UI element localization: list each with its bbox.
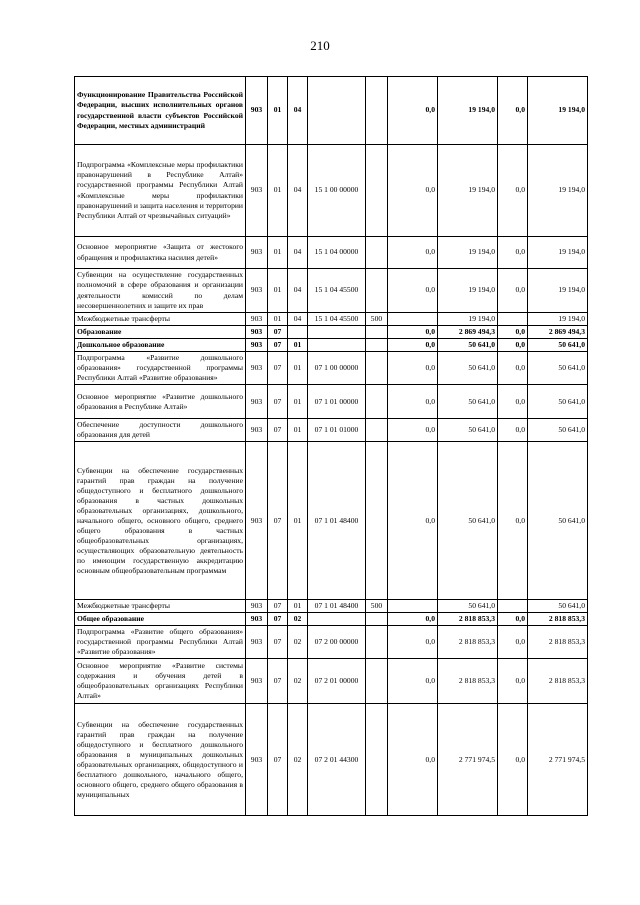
amount-4: 50 641,0 <box>528 352 588 385</box>
amount-4: 19 194,0 <box>528 77 588 145</box>
subsection-code: 04 <box>288 269 308 313</box>
section-code: 07 <box>268 613 288 626</box>
amount-2: 50 641,0 <box>438 385 498 419</box>
subsection-code: 01 <box>288 442 308 600</box>
amount-4: 2 818 853,3 <box>528 626 588 659</box>
amount-2: 19 194,0 <box>438 77 498 145</box>
amount-4: 19 194,0 <box>528 313 588 326</box>
amount-2: 19 194,0 <box>438 269 498 313</box>
expense-type-code <box>366 145 388 237</box>
amount-3: 0,0 <box>498 385 528 419</box>
target-article-code: 07 1 01 48400 <box>308 442 366 600</box>
subsection-code: 01 <box>288 339 308 352</box>
expense-type-code <box>366 77 388 145</box>
amount-1: 0,0 <box>388 237 438 269</box>
table-row <box>75 145 588 237</box>
amount-4: 50 641,0 <box>528 442 588 600</box>
row-name: Субвенции на обеспечение государственных гарантий прав граждан на получение общедоступного и бесплатного дошкольного образования в муниципальных дошкольных образовательных организациях, общедоступного и бесплатного дошкольного, начального общего, основного общего, среднего общего образования в муниципальных <box>75 704 246 816</box>
section-code: 07 <box>268 600 288 613</box>
amount-3: 0,0 <box>498 77 528 145</box>
admin-code: 903 <box>246 339 268 352</box>
target-article-code: 07 2 01 00000 <box>308 659 366 704</box>
target-article-code: 07 2 01 44300 <box>308 704 366 816</box>
admin-code: 903 <box>246 419 268 442</box>
amount-2: 2 818 853,3 <box>438 659 498 704</box>
target-article-code <box>308 77 366 145</box>
amount-1 <box>388 600 438 613</box>
amount-2: 2 771 974,5 <box>438 704 498 816</box>
table-row <box>75 313 588 326</box>
table-row <box>75 613 588 626</box>
table-row <box>75 442 588 600</box>
amount-3: 0,0 <box>498 237 528 269</box>
amount-1: 0,0 <box>388 419 438 442</box>
section-code: 07 <box>268 339 288 352</box>
page-number: 210 <box>310 38 330 53</box>
amount-1: 0,0 <box>388 339 438 352</box>
admin-code: 903 <box>246 352 268 385</box>
table-row <box>75 600 588 613</box>
table-row <box>75 352 588 385</box>
amount-2: 50 641,0 <box>438 600 498 613</box>
amount-2: 2 818 853,3 <box>438 626 498 659</box>
admin-code: 903 <box>246 442 268 600</box>
table-row <box>75 659 588 704</box>
subsection-code: 04 <box>288 313 308 326</box>
amount-4: 2 869 494,3 <box>528 326 588 339</box>
amount-1: 0,0 <box>388 326 438 339</box>
amount-4: 19 194,0 <box>528 237 588 269</box>
row-name: Основное мероприятие «Развитие системы содержания и обучения детей в общеобразовательных организациях Республики Алтай» <box>75 659 246 704</box>
admin-code: 903 <box>246 326 268 339</box>
target-article-code: 07 1 01 01000 <box>308 419 366 442</box>
admin-code: 903 <box>246 269 268 313</box>
expense-type-code <box>366 237 388 269</box>
target-article-code: 15 1 04 00000 <box>308 237 366 269</box>
row-name: Межбюджетные трансферты <box>75 600 246 613</box>
amount-1: 0,0 <box>388 442 438 600</box>
amount-1: 0,0 <box>388 385 438 419</box>
subsection-code: 04 <box>288 237 308 269</box>
target-article-code: 07 2 00 00000 <box>308 626 366 659</box>
section-code: 07 <box>268 326 288 339</box>
subsection-code: 02 <box>288 704 308 816</box>
subsection-code: 01 <box>288 600 308 613</box>
table-row <box>75 704 588 816</box>
admin-code: 903 <box>246 237 268 269</box>
amount-2: 19 194,0 <box>438 145 498 237</box>
subsection-code: 02 <box>288 613 308 626</box>
amount-2: 19 194,0 <box>438 237 498 269</box>
amount-3: 0,0 <box>498 659 528 704</box>
admin-code: 903 <box>246 385 268 419</box>
admin-code: 903 <box>246 626 268 659</box>
amount-4: 2 771 974,5 <box>528 704 588 816</box>
section-code: 01 <box>268 77 288 145</box>
subsection-code: 01 <box>288 385 308 419</box>
admin-code: 903 <box>246 704 268 816</box>
target-article-code <box>308 339 366 352</box>
target-article-code <box>308 326 366 339</box>
subsection-code: 01 <box>288 352 308 385</box>
row-name: Подпрограмма «Развитие общего образования» государственной программы Республики Алтай «Развитие образования» <box>75 626 246 659</box>
section-code: 01 <box>268 313 288 326</box>
amount-2: 2 818 853,3 <box>438 613 498 626</box>
amount-1: 0,0 <box>388 269 438 313</box>
amount-3: 0,0 <box>498 613 528 626</box>
row-name: Субвенции на осуществление государственных полномочий в сфере образования и организации деятельности комиссий по делам несовершеннолетних и защите их прав <box>75 269 246 313</box>
subsection-code: 04 <box>288 77 308 145</box>
amount-1: 0,0 <box>388 704 438 816</box>
section-code: 07 <box>268 626 288 659</box>
admin-code: 903 <box>246 145 268 237</box>
amount-3: 0,0 <box>498 442 528 600</box>
amount-2: 50 641,0 <box>438 339 498 352</box>
expense-type-code <box>366 613 388 626</box>
row-name: Межбюджетные трансферты <box>75 313 246 326</box>
amount-4: 2 818 853,3 <box>528 659 588 704</box>
amount-3: 0,0 <box>498 419 528 442</box>
amount-4: 19 194,0 <box>528 145 588 237</box>
row-name: Субвенции на обеспечение государственных гарантий прав граждан на получение общедоступного и бесплатного дошкольного образования в частных дошкольных образовательных организациях, дошкольного, начального общего, основного общего, среднего общего образования в частных общеобразовательных организациях, осуществляющих образовательную деятельность по имеющим государственную аккредитацию основным общеобразовательным программам <box>75 442 246 600</box>
table-row <box>75 626 588 659</box>
target-article-code: 15 1 04 45500 <box>308 313 366 326</box>
target-article-code: 07 1 00 00000 <box>308 352 366 385</box>
amount-4: 50 641,0 <box>528 385 588 419</box>
amount-2: 50 641,0 <box>438 442 498 600</box>
target-article-code <box>308 613 366 626</box>
target-article-code: 07 1 01 48400 <box>308 600 366 613</box>
expense-type-code <box>366 419 388 442</box>
section-code: 07 <box>268 442 288 600</box>
row-name: Дошкольное образование <box>75 339 246 352</box>
expense-type-code <box>366 442 388 600</box>
subsection-code: 01 <box>288 419 308 442</box>
table-row <box>75 237 588 269</box>
table-row <box>75 77 588 145</box>
amount-3: 0,0 <box>498 326 528 339</box>
table-row <box>75 419 588 442</box>
subsection-code: 02 <box>288 626 308 659</box>
amount-3: 0,0 <box>498 269 528 313</box>
expense-type-code <box>366 704 388 816</box>
subsection-code: 02 <box>288 659 308 704</box>
admin-code: 903 <box>246 659 268 704</box>
amount-1: 0,0 <box>388 613 438 626</box>
row-name: Образование <box>75 326 246 339</box>
row-name: Основное мероприятие «Развитие дошкольного образования в Республике Алтай» <box>75 385 246 419</box>
section-code: 07 <box>268 419 288 442</box>
row-name: Функционирование Правительства Российской Федерации, высших исполнительных органов государственной власти субъектов Российской Федерации, местных администраций <box>75 77 246 145</box>
amount-3 <box>498 313 528 326</box>
section-code: 07 <box>268 385 288 419</box>
section-code: 07 <box>268 659 288 704</box>
expense-type-code <box>366 269 388 313</box>
admin-code: 903 <box>246 600 268 613</box>
amount-2: 50 641,0 <box>438 352 498 385</box>
section-code: 07 <box>268 704 288 816</box>
amount-3 <box>498 600 528 613</box>
table-row <box>75 269 588 313</box>
amount-1: 0,0 <box>388 352 438 385</box>
row-name: Подпрограмма «Развитие дошкольного образования» государственной программы Республики Алтай «Развитие образования» <box>75 352 246 385</box>
amount-1: 0,0 <box>388 145 438 237</box>
amount-3: 0,0 <box>498 145 528 237</box>
amount-4: 50 641,0 <box>528 600 588 613</box>
table-row <box>75 385 588 419</box>
section-code: 01 <box>268 237 288 269</box>
expense-type-code <box>366 326 388 339</box>
budget-table <box>74 76 588 816</box>
row-name: Основное мероприятие «Защита от жестокого обращения и профилактика насилия детей» <box>75 237 246 269</box>
target-article-code: 07 1 01 00000 <box>308 385 366 419</box>
amount-4: 19 194,0 <box>528 269 588 313</box>
amount-4: 2 818 853,3 <box>528 613 588 626</box>
amount-2: 2 869 494,3 <box>438 326 498 339</box>
amount-1: 0,0 <box>388 77 438 145</box>
amount-1: 0,0 <box>388 659 438 704</box>
amount-3: 0,0 <box>498 704 528 816</box>
admin-code: 903 <box>246 77 268 145</box>
target-article-code: 15 1 04 45500 <box>308 269 366 313</box>
expense-type-code <box>366 385 388 419</box>
amount-3: 0,0 <box>498 626 528 659</box>
amount-2: 19 194,0 <box>438 313 498 326</box>
target-article-code: 15 1 00 00000 <box>308 145 366 237</box>
section-code: 01 <box>268 269 288 313</box>
expense-type-code <box>366 659 388 704</box>
amount-4: 50 641,0 <box>528 419 588 442</box>
admin-code: 903 <box>246 313 268 326</box>
amount-3: 0,0 <box>498 352 528 385</box>
amount-3: 0,0 <box>498 339 528 352</box>
amount-4: 50 641,0 <box>528 339 588 352</box>
expense-type-code: 500 <box>366 313 388 326</box>
section-code: 07 <box>268 352 288 385</box>
amount-1: 0,0 <box>388 626 438 659</box>
row-name: Общее образование <box>75 613 246 626</box>
table-row <box>75 339 588 352</box>
table-row <box>75 326 588 339</box>
amount-1 <box>388 313 438 326</box>
expense-type-code <box>366 626 388 659</box>
expense-type-code <box>366 352 388 385</box>
expense-type-code <box>366 339 388 352</box>
expense-type-code: 500 <box>366 600 388 613</box>
amount-2: 50 641,0 <box>438 419 498 442</box>
subsection-code <box>288 326 308 339</box>
subsection-code: 04 <box>288 145 308 237</box>
row-name: Подпрограмма «Комплексные меры профилактики правонарушений в Республике Алтай» государственной программы Республики Алтай «Комплексные меры профилактики правонарушений и защита населения и территории Республики Алтай от чрезвычайных ситуаций» <box>75 145 246 237</box>
section-code: 01 <box>268 145 288 237</box>
admin-code: 903 <box>246 613 268 626</box>
row-name: Обеспечение доступности дошкольного образования для детей <box>75 419 246 442</box>
